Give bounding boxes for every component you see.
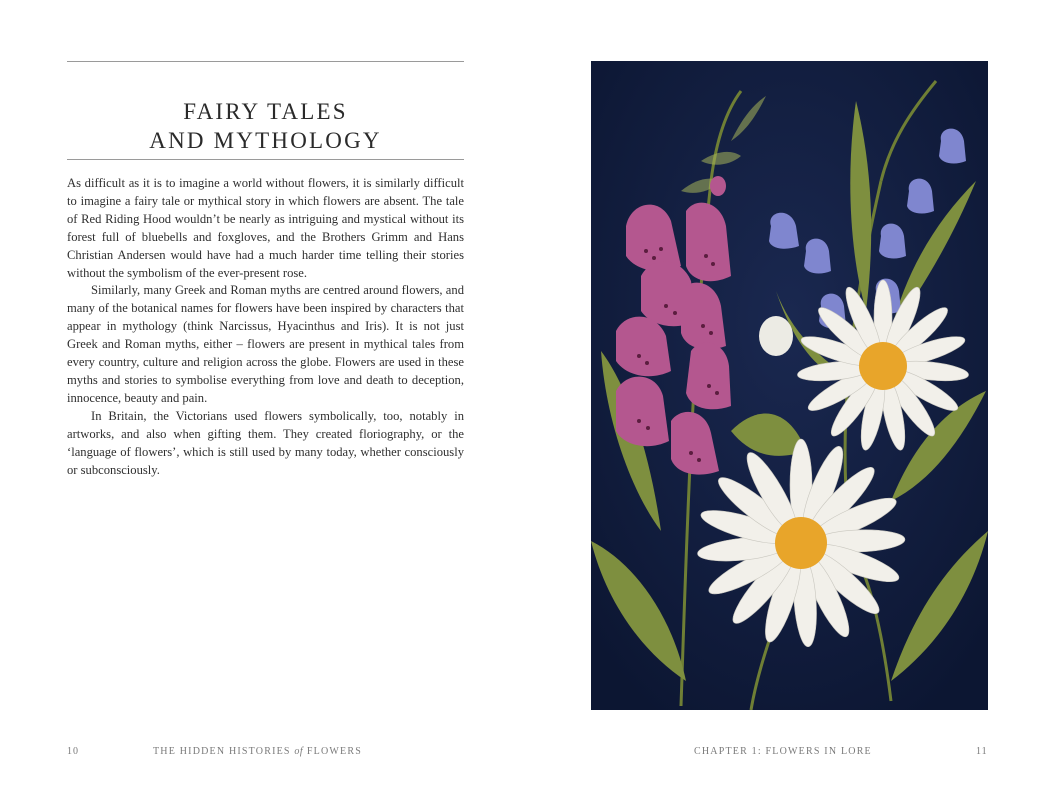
flower-illustration-svg [591,61,988,710]
white-bud [759,316,793,356]
running-head-left-main: THE HIDDEN HISTORIES [153,746,295,757]
page-number-left: 10 [67,746,79,757]
title-line-2: AND MYTHOLOGY [149,128,382,154]
title-bottom-rule [67,159,464,160]
page-number-right: 11 [976,746,988,757]
running-head-left [153,746,362,757]
daisy-lower-center [775,517,827,569]
foxglove-bell-6 [686,343,731,410]
running-head-left-italic: of [294,746,304,757]
daisy-upper-center [859,342,907,390]
running-head-right: CHAPTER 1: FLOWERS IN LORE [694,746,872,757]
chapter-section-title [67,97,464,155]
foxglove-bud [710,176,726,196]
title-top-rule [67,61,464,62]
running-head-left-end: FLOWERS [303,746,362,757]
body-text [67,175,464,479]
paragraph-3: In Britain, the Victorians used flowers symbolically, too, notably in artworks, and also when gifting them. They created floriography, or the ‘language of flowers’, which is still used by many today, whether consciously or subconsciously. [67,408,464,477]
title-line-1: FAIRY TALES [183,99,348,125]
right-page [520,0,1039,786]
paragraph-2: Similarly, many Greek and Roman myths are centred around flowers, and many of the botanical names for flowers have been inspired by characters that appear in mythology (think Narcissus, Hyacinthus and Iris). It is not just Greek and Roman myths, either – flowers are present in mythical tales from every country, culture and religion across the globe. Flowers are used in these myths and stories to symbolise everything from love and death to deception, innocence, beauty and pain. [67,283,464,405]
botanical-illustration [591,61,988,710]
paragraph-1: As difficult as it is to imagine a world without flowers, it is similarly difficult to imagine a fairy tale or mythical story in which flowers are absent. The tale of Red Riding Hood wouldn’t be nearly as intriguing and mystical without its forest full of bluebells and foxgloves, and the Brothers Grimm and Hans Christian Andersen would have had a much harder time telling their stories without the symbolism of the ever-present rose. [67,176,464,280]
